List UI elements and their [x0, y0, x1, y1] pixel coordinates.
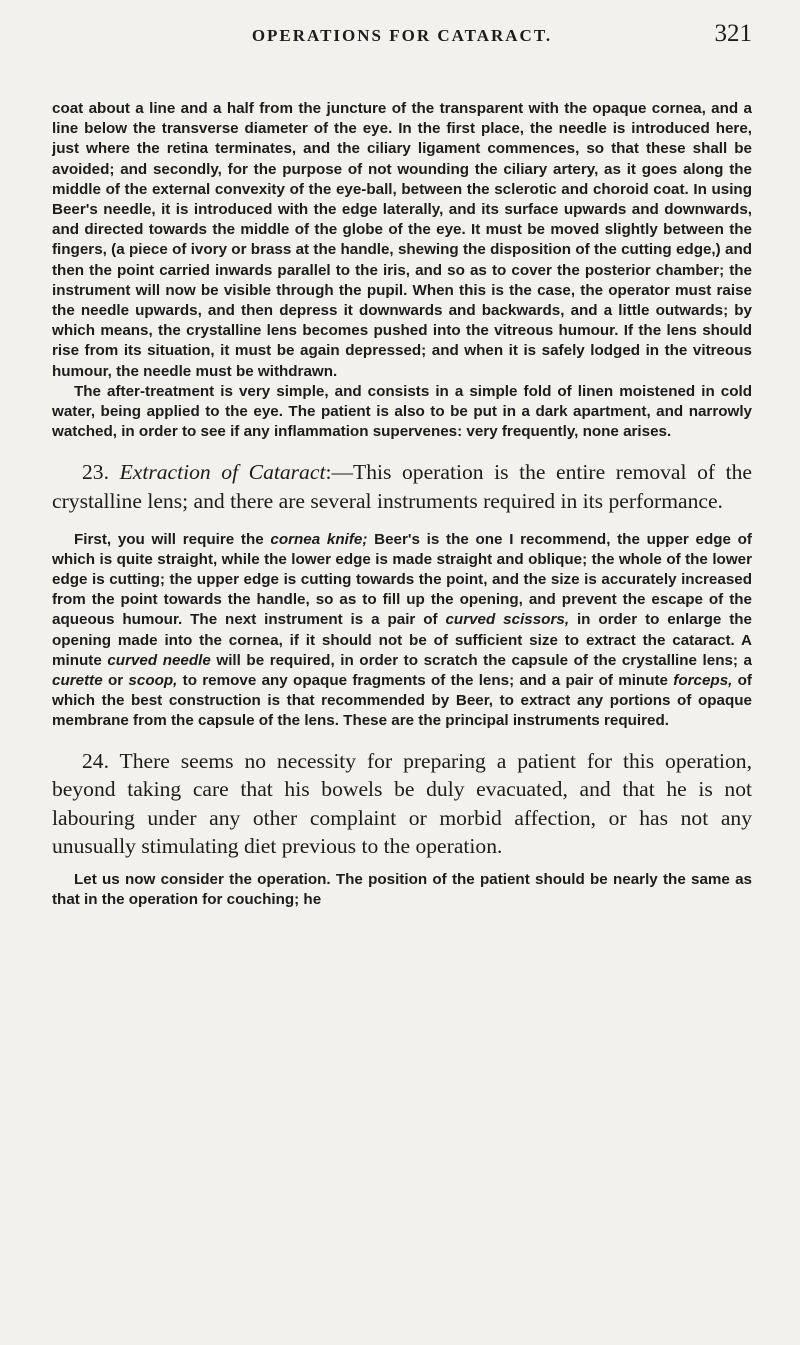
book-page — [52, 14, 752, 910]
page-number: 321 — [714, 20, 752, 47]
instruments-text-3: in order to enlarge the opening made into the cornea, if it should not be of sufficient size to extract the cataract. A minute — [52, 611, 753, 669]
instruments-text-4: will be required, in order to scratch the capsule of the crystalline lens; a — [210, 651, 752, 669]
section-24-number: 24. — [82, 748, 109, 773]
running-head — [52, 14, 752, 54]
instruments-text-1: First, you will require the — [74, 530, 271, 548]
paragraph-couching-continued: coat about a line and a half from the juncture of the transparent with the opaque cornea, and a line below the transverse diameter of the eye. In the first place, the needle is introduced here, just where the retina terminates, and the ciliary ligament commences, so that these shall be avoided; and secondly, for the purpose of not wounding the ciliary artery, as it goes along the middle of the external convexity of the eye-ball, between the sclerotic and choroid coat. In using Beer's needle, it is introduced with the edge laterally, and its surface upwards and downwards, and directed towards the middle of the globe of the eye. It must be moved slightly between the fingers, (a piece of ivory or brass at the handle, shewing the disposition of the cutting edge,) and then the point carried inwards parallel to the iris, and so as to cover the posterior chamber; the instrument will now be visible through the pupil. When this is the case, the operator must raise the needle upwards, and then depress it downwards and backwards, and a little outwards; by which means, the crystalline lens becomes pushed into the vitreous humour. If the lens should rise from its situation, it must be again depressed; and when it is safely lodged in the vitreous humour, the needle must be withdrawn. — [52, 100, 752, 380]
section-24-text: There seems no necessity for preparing a patient for this operation, beyond taking care that his bowels be duly evacuated, and that he is not labouring under any other complaint or morbid affection, or has not any unusually stimulating diet previous to the operation. — [52, 748, 752, 859]
term-curved-scissors: curved scissors, — [445, 611, 570, 629]
term-scoop: scoop, — [128, 672, 178, 690]
section-23-heading: Extraction of Cataract — [119, 460, 326, 485]
term-cornea-knife: cornea knife; — [270, 530, 368, 548]
section-23-number: 23. — [82, 460, 109, 485]
term-forceps: forceps, — [673, 672, 733, 690]
paragraph-instruments — [52, 530, 752, 732]
instruments-text-2: Beer's is the one I recommend, the upper edge of which is quite straight, while the lower edge is made straight and oblique; the whole of the lower edge is cutting; the upper edge is cutting towards the point, and the size is accurately increased from the point towards the handle, so as to fill up the opening, and prevent the escape of the aqueous humour. The next instrument is a pair of — [52, 530, 752, 629]
section-23-extraction — [52, 458, 752, 515]
section-23-text: :—This operation is the entire removal of the crystalline lens; and there are several instruments required in its performance. — [52, 460, 753, 514]
paragraph-operation-position: Let us now consider the operation. The position of the patient should be nearly the same as that in the operation for couching; he — [52, 871, 752, 909]
running-head-title: OPERATIONS FOR CATARACT. — [251, 26, 553, 45]
term-curette: curette — [52, 672, 103, 690]
instruments-text-5: or — [102, 672, 129, 690]
instruments-text-7: of which the best construction is that recommended by Beer, to extract any portions of opaque membrane from the capsule of the lens. These are the principal instruments required. — [52, 672, 752, 730]
instruments-text-6: to remove any opaque fragments of the lens; and a pair of minute — [177, 672, 674, 690]
section-24-preparation — [52, 747, 752, 861]
term-curved-needle: curved needle — [107, 651, 211, 669]
paragraph-after-treatment: The after-treatment is very simple, and consists in a simple fold of linen moistened in cold water, being applied to the eye. The patient is also to be put in a dark apartment, and narrowly watched, in order to see if any inflammation supervenes: very frequently, none arises. — [52, 382, 752, 441]
